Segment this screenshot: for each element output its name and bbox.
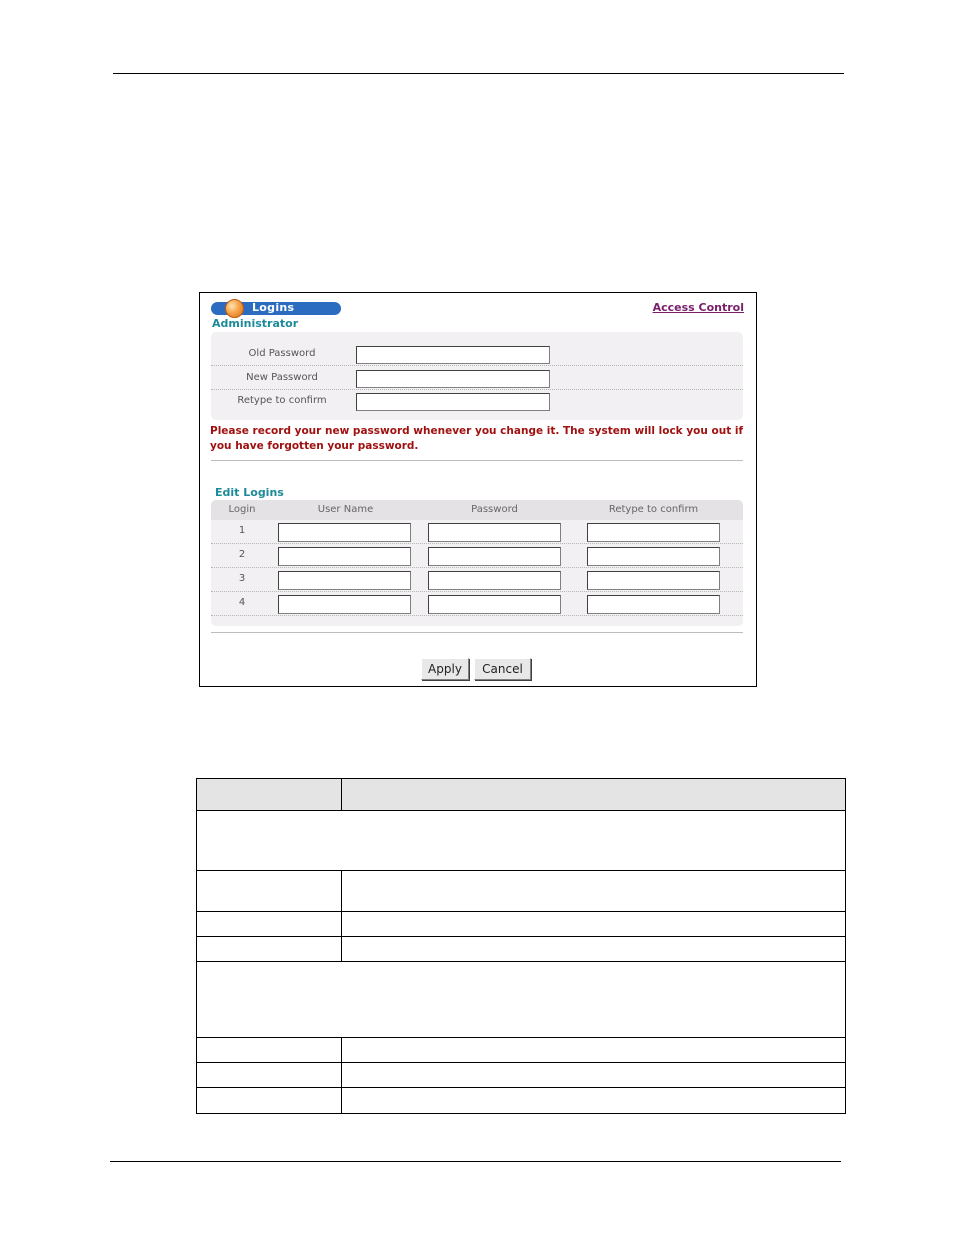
table-cell bbox=[341, 1062, 846, 1090]
password-input[interactable] bbox=[428, 547, 561, 566]
username-input[interactable] bbox=[278, 571, 411, 590]
administrator-form bbox=[211, 332, 743, 420]
table-cell bbox=[196, 1062, 344, 1090]
orb-icon bbox=[225, 299, 244, 318]
access-control-link[interactable]: Access Control bbox=[652, 301, 744, 314]
table-row bbox=[211, 544, 743, 568]
table-cell bbox=[341, 1037, 846, 1065]
retype-input[interactable] bbox=[587, 523, 720, 542]
username-column-header: User Name bbox=[317, 504, 374, 515]
login-number: 4 bbox=[238, 597, 246, 608]
table-header-cell bbox=[341, 778, 846, 813]
retype-input[interactable] bbox=[587, 595, 720, 614]
logins-screenshot bbox=[199, 292, 757, 687]
old-password-input[interactable] bbox=[356, 346, 550, 364]
table-cell bbox=[341, 1087, 846, 1114]
table-cell bbox=[196, 1037, 344, 1065]
new-password-label: New Password bbox=[246, 372, 318, 383]
table-cell bbox=[341, 936, 846, 964]
edit-logins-table bbox=[211, 500, 743, 626]
apply-button[interactable]: Apply bbox=[421, 658, 469, 680]
table-cell bbox=[341, 870, 846, 914]
cancel-button[interactable]: Cancel bbox=[474, 658, 531, 680]
administrator-title: Administrator bbox=[212, 317, 299, 330]
password-column-header: Password bbox=[471, 504, 518, 515]
edit-logins-header bbox=[211, 500, 743, 520]
field-description-table bbox=[196, 778, 844, 1112]
table-row bbox=[211, 520, 743, 544]
table-section-row bbox=[196, 961, 846, 1040]
password-warning: Please record your new password whenever you change it. The system will lock you out if you have forgotten your password. bbox=[210, 425, 744, 452]
retype-password-row bbox=[211, 390, 743, 413]
table-cell bbox=[196, 911, 344, 939]
password-input[interactable] bbox=[428, 523, 561, 542]
edit-logins-title: Edit Logins bbox=[215, 486, 284, 499]
section-divider bbox=[211, 460, 743, 461]
retype-column-header: Retype to confirm bbox=[608, 504, 699, 515]
username-input[interactable] bbox=[278, 595, 411, 614]
logins-title-bar bbox=[211, 302, 341, 315]
table-row bbox=[211, 592, 743, 616]
username-input[interactable] bbox=[278, 523, 411, 542]
password-input[interactable] bbox=[428, 595, 561, 614]
retype-input[interactable] bbox=[587, 547, 720, 566]
username-input[interactable] bbox=[278, 547, 411, 566]
table-cell bbox=[196, 936, 344, 964]
new-password-input[interactable] bbox=[356, 370, 550, 388]
logins-title: Logins bbox=[252, 301, 295, 314]
retype-password-input[interactable] bbox=[356, 393, 550, 411]
page-header-rule bbox=[113, 73, 844, 74]
table-cell bbox=[196, 1087, 344, 1114]
password-input[interactable] bbox=[428, 571, 561, 590]
retype-password-label: Retype to confirm bbox=[237, 395, 327, 406]
old-password-label: Old Password bbox=[248, 348, 316, 359]
login-number: 2 bbox=[238, 549, 246, 560]
table-cell bbox=[341, 911, 846, 939]
table-header-cell bbox=[196, 778, 344, 813]
login-column-header: Login bbox=[228, 504, 256, 515]
footer-divider bbox=[211, 632, 743, 633]
login-number: 3 bbox=[238, 573, 246, 584]
new-password-row bbox=[211, 367, 743, 390]
table-row bbox=[211, 568, 743, 592]
table-section-row bbox=[196, 810, 846, 873]
old-password-row bbox=[211, 343, 743, 366]
login-number: 1 bbox=[238, 525, 246, 536]
table-cell bbox=[196, 870, 344, 914]
retype-input[interactable] bbox=[587, 571, 720, 590]
page-footer-rule bbox=[110, 1161, 841, 1162]
